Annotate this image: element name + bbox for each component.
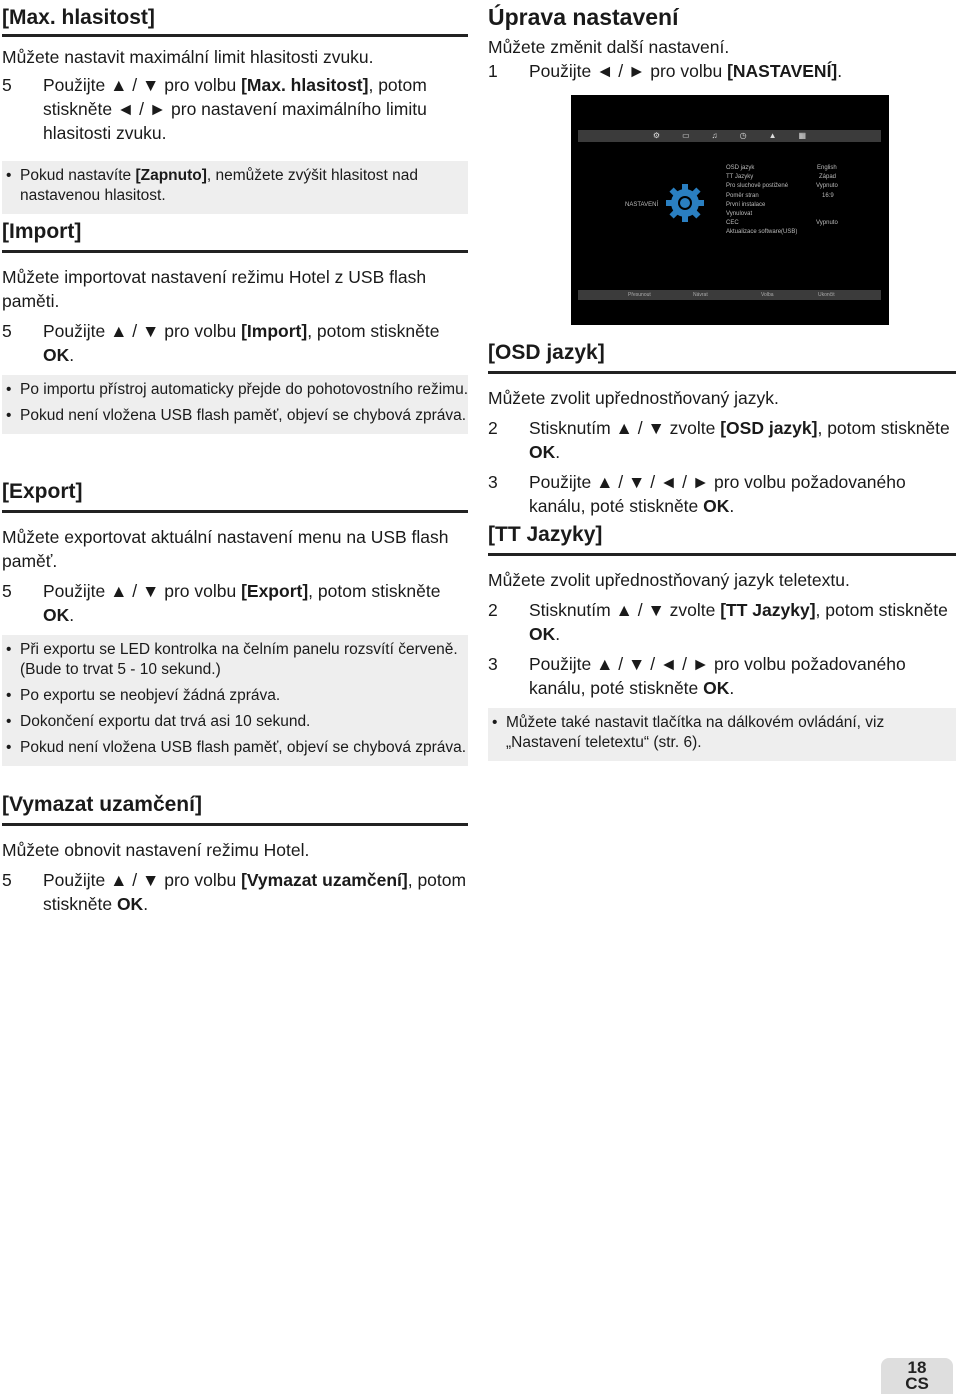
note-box — [488, 708, 956, 761]
section-max-volume — [2, 6, 468, 145]
note-item: • Pokud není vložena USB flash paměť, objeví se chybová zpráva. — [2, 406, 468, 426]
tv-menu-item: OSD jazyk — [726, 165, 755, 171]
tv-menu-value: Vypnuto — [816, 183, 838, 189]
page-number-badge — [881, 1358, 953, 1394]
note-box — [2, 375, 468, 434]
step-number: 5 — [2, 321, 12, 341]
step-number: 5 — [2, 75, 12, 95]
step-text: Použijte ▲ / ▼ / ◄ / ► pro volbu požadovaného kanálu, poté stiskněte OK. — [529, 654, 906, 698]
step-number: 5 — [2, 870, 12, 890]
section-intro: Můžete importovat nastavení režimu Hotel z USB flash paměti. — [2, 267, 427, 311]
note-item: • Dokončení exportu dat trvá asi 10 sekund. — [2, 712, 468, 732]
note-item: • Pokud není vložena USB flash paměť, objeví se chybová zpráva. — [2, 738, 468, 758]
tv-menu-screenshot — [571, 95, 889, 325]
section-intro: Můžete zvolit upřednostňovaný jazyk. — [488, 388, 779, 408]
tv-menu-tab-bar — [578, 130, 881, 142]
step — [2, 579, 468, 627]
tv-footer-back: Návrat — [693, 292, 708, 298]
step-text: Použijte ▲ / ▼ / ◄ / ► pro volbu požadovaného kanálu, poté stiskněte OK. — [529, 472, 906, 516]
settings-icon: ⚙ — [652, 131, 661, 140]
section-title: [OSD jazyk] — [488, 341, 956, 374]
page-number: 18 — [907, 1358, 927, 1377]
section-intro: Můžete obnovit nastavení režimu Hotel. — [2, 840, 310, 860]
section-import — [2, 220, 468, 367]
section-tt-languages — [488, 523, 956, 700]
section-intro: Můžete exportovat aktuální nastavení menu na USB flash paměť. — [2, 527, 449, 571]
section-intro: Můžete změnit další nastavení. — [488, 37, 730, 57]
page-language: CS — [905, 1374, 929, 1393]
section-settings — [488, 4, 956, 83]
section-osd-language — [488, 341, 956, 518]
tv-menu-item: TT Jazyky — [726, 174, 754, 180]
tv-menu-item: Poměr stran — [726, 193, 759, 199]
note-item: • Při exportu se LED kontrolka na čelním panelu rozsvítí červeně. (Bude to trvat 5 - 10 sekund.) — [2, 640, 468, 680]
section-title: [Import] — [2, 220, 468, 253]
step-text: Použijte ▲ / ▼ pro volbu [Max. hlasitost], potom stiskněte ◄ / ► pro nastavení maximálního limitu hlasitosti zvuku. — [43, 75, 427, 143]
step — [488, 470, 956, 518]
step — [2, 868, 468, 916]
section-intro: Můžete nastavit maximální limit hlasitosti zvuku. — [2, 47, 374, 67]
lock-icon: ▲ — [768, 131, 777, 140]
step-number: 2 — [488, 418, 498, 438]
step — [2, 73, 468, 145]
gear-icon — [665, 183, 705, 223]
step — [488, 652, 956, 700]
monitor-icon: ▭ — [682, 131, 690, 140]
section-intro: Můžete zvolit upřednostňovaný jazyk teletextu. — [488, 570, 850, 590]
step-number: 3 — [488, 472, 498, 492]
tv-menu-value: Vypnuto — [816, 220, 838, 226]
tv-menu-footer — [578, 290, 881, 300]
section-title: [Vymazat uzamčení] — [2, 793, 468, 826]
step-number: 2 — [488, 600, 498, 620]
tv-menu-value: English — [817, 165, 837, 171]
step-text: Použijte ▲ / ▼ pro volbu [Import], potom stiskněte OK. — [43, 321, 440, 365]
step-number: 1 — [488, 61, 498, 81]
step-text: Použijte ▲ / ▼ pro volbu [Vymazat uzamčení], potom stiskněte OK. — [43, 870, 467, 914]
step-number: 5 — [2, 581, 12, 601]
clock-icon: ◷ — [739, 131, 747, 140]
section-title: [TT Jazyky] — [488, 523, 956, 556]
note-item: • Pokud nastavíte [Zapnuto], nemůžete zvýšit hlasitost nad nastavenou hlasitost. — [2, 166, 468, 206]
tv-menu-item: Pro sluchově postižené — [726, 183, 789, 189]
step-number: 3 — [488, 654, 498, 674]
step-text: Použijte ◄ / ► pro volbu [NASTAVENÍ]. — [529, 61, 843, 81]
note-item: • Po importu přístroj automaticky přejde do pohotovostního režimu. — [2, 380, 468, 400]
step-text: Použijte ▲ / ▼ pro volbu [Export], potom stiskněte OK. — [43, 581, 441, 625]
step-text: Stisknutím ▲ / ▼ zvolte [TT Jazyky], potom stiskněte OK. — [529, 600, 948, 644]
tv-footer-exit: Ukončit — [818, 292, 835, 298]
section-title: [Max. hlasitost] — [2, 6, 468, 37]
page-title: Úprava nastavení — [488, 4, 679, 30]
tv-footer-move: Přesunout — [628, 292, 651, 298]
note-item: • Po exportu se neobjeví žádná zpráva. — [2, 686, 468, 706]
step — [488, 416, 956, 464]
grid-icon: ▦ — [798, 131, 807, 140]
tv-menu-item: CEC — [726, 220, 739, 226]
step — [488, 59, 956, 83]
tv-menu-label: NASTAVENÍ — [625, 202, 659, 208]
tv-menu-value: Západ — [819, 174, 837, 180]
tv-menu-item: První instalace — [726, 202, 766, 208]
note-item: • Můžete také nastavit tlačítka na dálkovém ovládání, viz „Nastavení teletextu“ (str. 6). — [488, 713, 956, 753]
section-title: [Export] — [2, 480, 468, 513]
section-export — [2, 480, 468, 627]
note-box — [2, 161, 468, 214]
tv-footer-select: Volba — [761, 292, 774, 298]
step-text: Stisknutím ▲ / ▼ zvolte [OSD jazyk], potom stiskněte OK. — [529, 418, 950, 462]
tv-menu-value: 16:9 — [822, 193, 834, 199]
step — [488, 598, 956, 646]
step — [2, 319, 468, 367]
tv-menu-item: Vynulovat — [726, 211, 753, 217]
section-clear-lock — [2, 793, 468, 916]
music-icon: ♫ — [711, 131, 718, 140]
tv-menu-item: Aktualizace software(USB) — [726, 229, 798, 235]
note-box — [2, 635, 468, 766]
